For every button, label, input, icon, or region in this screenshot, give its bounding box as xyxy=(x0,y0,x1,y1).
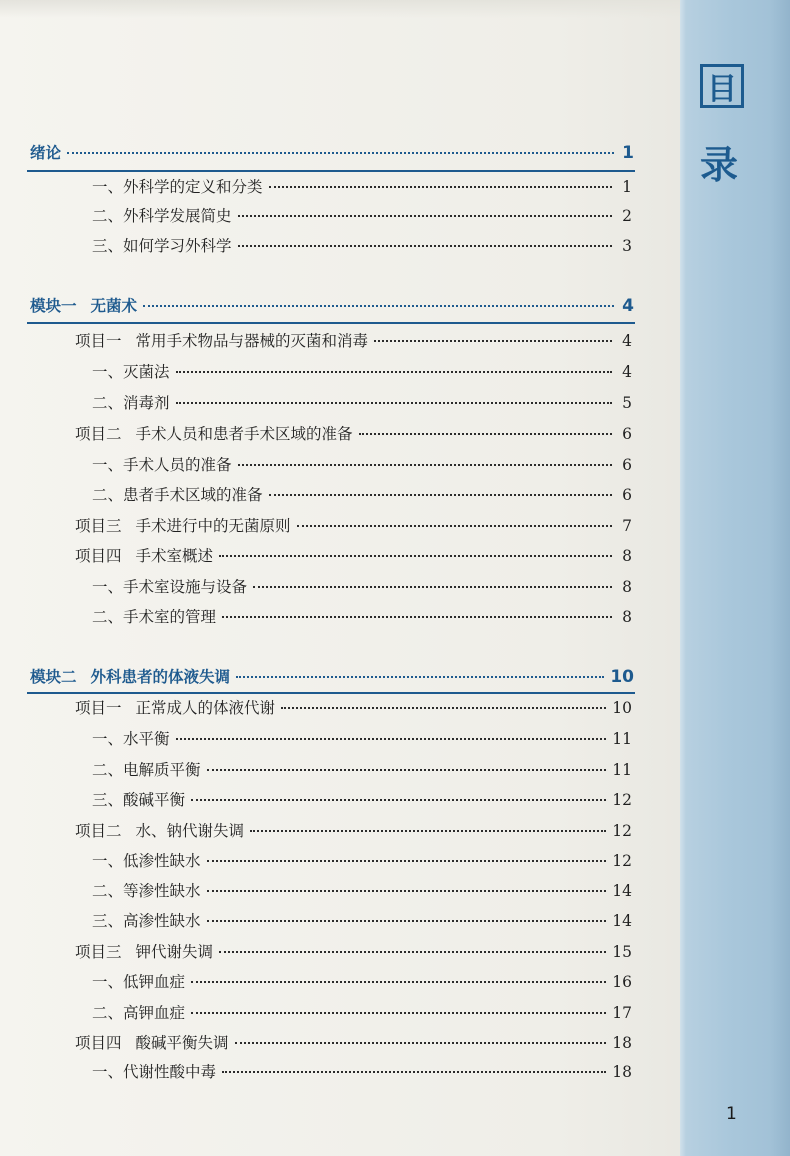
toc-entry-label: 三、酸碱平衡 xyxy=(92,791,186,809)
toc-entry-label: 二、患者手术区域的准备 xyxy=(92,486,263,504)
leader-dots xyxy=(359,432,612,435)
toc-page-number: 16 xyxy=(612,973,632,991)
leader-dots xyxy=(207,859,607,862)
toc-entry-label: 绪论 xyxy=(30,144,62,162)
toc-entry[interactable] xyxy=(92,485,632,505)
toc-title-char-lu: 录 xyxy=(699,142,738,187)
leader-dots xyxy=(207,768,607,771)
leader-dots xyxy=(281,706,606,709)
toc-entry[interactable] xyxy=(92,851,632,871)
leader-dots xyxy=(374,339,612,342)
toc-page-number: 17 xyxy=(612,1004,632,1022)
toc-page-number: 10 xyxy=(612,699,632,717)
leader-dots xyxy=(269,185,612,188)
toc-entry-label: 二、电解质平衡 xyxy=(92,761,201,779)
toc-entry[interactable] xyxy=(92,362,632,382)
toc-entry-label: 一、手术人员的准备 xyxy=(92,456,232,474)
project-number: 项目二 xyxy=(75,425,122,443)
toc-page-number: 14 xyxy=(612,882,632,900)
toc-entry-label: 手术室概述 xyxy=(135,547,214,565)
toc-entry-label: 二、外科学发展简史 xyxy=(92,207,232,225)
toc-project-entry[interactable] xyxy=(75,698,632,718)
toc-project-entry[interactable] xyxy=(75,821,632,841)
toc-page-number: 1 xyxy=(622,178,632,196)
toc-project-entry[interactable] xyxy=(75,516,632,536)
project-number: 项目三 xyxy=(75,943,122,961)
section-divider xyxy=(27,322,635,324)
toc-entry-label: 二、高钾血症 xyxy=(92,1004,186,1022)
toc-page-number: 2 xyxy=(622,207,632,225)
project-number: 项目一 xyxy=(75,332,122,350)
toc-page-number: 15 xyxy=(612,943,632,961)
toc-entry[interactable] xyxy=(92,972,632,992)
toc-page-number: 4 xyxy=(622,296,634,316)
toc-entry-label: 钾代谢失调 xyxy=(135,943,214,961)
leader-dots xyxy=(222,615,612,618)
toc-page-number: 6 xyxy=(622,486,632,504)
toc-page-number: 1 xyxy=(622,143,634,163)
toc-page-number: 6 xyxy=(622,425,632,443)
toc-entry[interactable] xyxy=(92,206,632,226)
toc-page-number: 10 xyxy=(610,667,634,687)
toc-entry[interactable] xyxy=(92,607,632,627)
toc-entry-label: 二、手术室的管理 xyxy=(92,608,217,626)
toc-title-char-mu: 目 xyxy=(700,64,744,108)
toc-entry-label: 一、外科学的定义和分类 xyxy=(92,178,263,196)
toc-page-number: 14 xyxy=(612,912,632,930)
project-number: 项目四 xyxy=(75,1034,122,1052)
leader-dots xyxy=(250,829,606,832)
leader-dots xyxy=(236,675,604,678)
toc-project-entry[interactable] xyxy=(75,424,632,444)
toc-entry-label: 一、灭菌法 xyxy=(92,363,170,381)
section-divider xyxy=(27,692,635,694)
toc-entry-label: 水、钠代谢失调 xyxy=(135,822,245,840)
leader-dots xyxy=(253,585,612,588)
toc-entry-label: 一、代谢性酸中毒 xyxy=(92,1063,217,1081)
toc-entry-label: 常用手术物品与器械的灭菌和消毒 xyxy=(135,332,369,350)
toc-page-number: 7 xyxy=(622,517,632,535)
leader-dots xyxy=(191,980,606,983)
toc-entry-label: 正常成人的体液代谢 xyxy=(135,699,276,717)
toc-entry[interactable] xyxy=(92,790,632,810)
toc-intro-heading[interactable] xyxy=(30,143,634,163)
section-divider xyxy=(27,170,635,172)
toc-page-number: 11 xyxy=(612,730,632,748)
toc-page-number: 18 xyxy=(612,1063,632,1081)
leader-dots xyxy=(67,151,614,154)
toc-module-2-heading[interactable] xyxy=(30,667,634,687)
toc-entry-label: 一、水平衡 xyxy=(92,730,170,748)
toc-entry-label: 无菌术 xyxy=(90,297,138,315)
toc-entry-label: 外科患者的体液失调 xyxy=(90,668,231,686)
toc-page-number: 12 xyxy=(612,791,632,809)
toc-entry-label: 一、手术室设施与设备 xyxy=(92,578,248,596)
leader-dots xyxy=(207,919,607,922)
toc-module-1-heading[interactable] xyxy=(30,296,634,316)
toc-page-number: 4 xyxy=(622,332,632,350)
toc-page-number: 12 xyxy=(612,822,632,840)
toc-entry-label: 手术进行中的无菌原则 xyxy=(135,517,291,535)
toc-page-number: 8 xyxy=(622,578,632,596)
toc-entry-label: 三、如何学习外科学 xyxy=(92,237,232,255)
toc-project-entry[interactable] xyxy=(75,942,632,962)
page-number: 1 xyxy=(726,1104,737,1124)
toc-page-number: 3 xyxy=(622,237,632,255)
toc-page-number: 18 xyxy=(612,1034,632,1052)
toc-entry[interactable] xyxy=(92,455,632,475)
leader-dots xyxy=(207,889,607,892)
leader-dots xyxy=(297,524,612,527)
toc-entry-label: 一、低钾血症 xyxy=(92,973,186,991)
project-number: 项目一 xyxy=(75,699,122,717)
toc-project-entry[interactable] xyxy=(75,1033,632,1053)
toc-entry-label: 二、等渗性缺水 xyxy=(92,882,201,900)
leader-dots xyxy=(176,737,607,740)
leader-dots xyxy=(143,304,614,307)
toc-page-number: 11 xyxy=(612,761,632,779)
toc-entry[interactable] xyxy=(92,1003,632,1023)
toc-page-number: 6 xyxy=(622,456,632,474)
module-number: 模块二 xyxy=(30,668,77,686)
toc-entry[interactable] xyxy=(92,577,632,597)
page-top-shadow xyxy=(0,0,680,18)
leader-dots xyxy=(269,493,612,496)
toc-page-number: 5 xyxy=(622,394,632,412)
toc-entry-label: 一、低渗性缺水 xyxy=(92,852,201,870)
toc-entry-label: 手术人员和患者手术区域的准备 xyxy=(135,425,353,443)
toc-entry[interactable] xyxy=(92,881,632,901)
toc-page-number: 8 xyxy=(622,547,632,565)
project-number: 项目三 xyxy=(75,517,122,535)
toc-project-entry[interactable] xyxy=(75,331,632,351)
leader-dots xyxy=(222,1070,606,1073)
toc-project-entry[interactable] xyxy=(75,546,632,566)
leader-dots xyxy=(238,214,612,217)
module-number: 模块一 xyxy=(30,297,77,315)
toc-entry-label: 酸碱平衡失调 xyxy=(135,1034,229,1052)
toc-entry[interactable] xyxy=(92,393,632,413)
toc-entry[interactable] xyxy=(92,729,632,749)
leader-dots xyxy=(238,463,612,466)
leader-dots xyxy=(235,1041,607,1044)
toc-entry[interactable] xyxy=(92,760,632,780)
toc-entry[interactable] xyxy=(92,1062,632,1082)
leader-dots xyxy=(238,244,612,247)
project-number: 项目四 xyxy=(75,547,122,565)
toc-page-number: 12 xyxy=(612,852,632,870)
leader-dots xyxy=(219,950,606,953)
leader-dots xyxy=(191,1011,606,1014)
project-number: 项目二 xyxy=(75,822,122,840)
toc-entry[interactable] xyxy=(92,236,632,256)
toc-entry[interactable] xyxy=(92,911,632,931)
toc-entry-label: 三、高渗性缺水 xyxy=(92,912,201,930)
toc-entry[interactable] xyxy=(92,177,632,197)
toc-entry-label: 二、消毒剂 xyxy=(92,394,170,412)
leader-dots xyxy=(219,554,612,557)
toc-page-number: 8 xyxy=(622,608,632,626)
leader-dots xyxy=(176,401,612,404)
leader-dots xyxy=(191,798,606,801)
toc-page-number: 4 xyxy=(622,363,632,381)
leader-dots xyxy=(176,370,612,373)
